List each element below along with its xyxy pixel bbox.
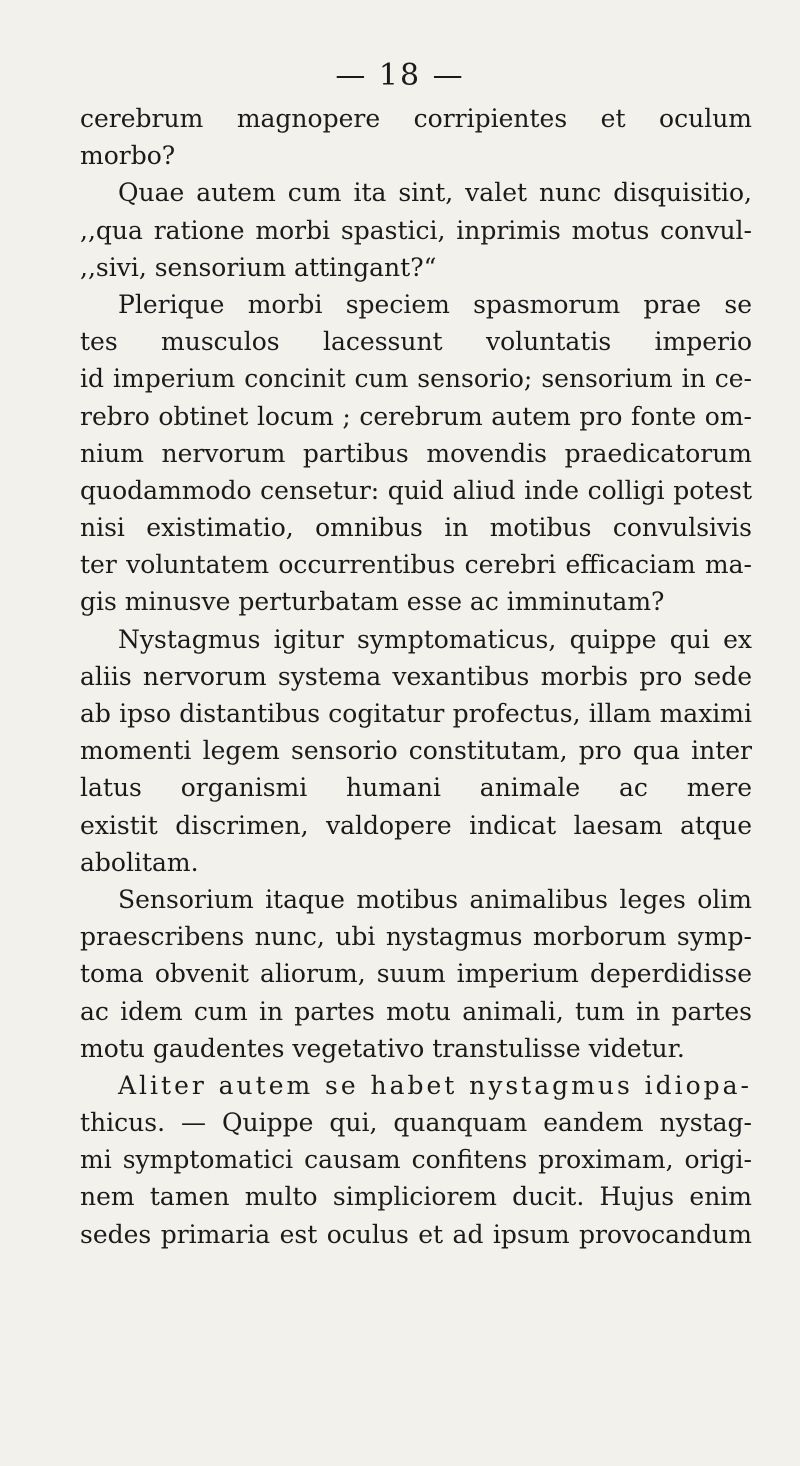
text-line: id imperium concinit cum sensorio; sensorium in ce- — [80, 364, 752, 394]
text-line: existit discrimen, valdopere indicat laesam atque — [80, 810, 752, 840]
text-line: morbo? — [80, 141, 176, 171]
text-line: abolitam. — [80, 847, 199, 877]
text-line: ,,qua ratione morbi spastici, inprimis motus convul- — [80, 215, 752, 245]
text-line: nisi existimatio, omnibus in motibus convulsivis — [80, 513, 752, 543]
text-line: Plerique morbi speciem spasmorum prae se — [118, 289, 752, 319]
text-line: latus organismi humani animale ac mere — [80, 773, 752, 803]
text-line: sedes primaria est oculus et ad ipsum provocandum — [80, 1219, 752, 1249]
text-line: praescribens nunc, ubi nystagmus morborum symp- — [80, 922, 752, 952]
text-line: Sensorium itaque motibus animalibus leges olim — [118, 884, 752, 914]
body-text — [80, 100, 752, 1253]
page-number: — 18 — — [335, 58, 465, 93]
text-line: mi symptomatici causam confitens proximam, origi- — [80, 1145, 752, 1175]
text-line: Nystagmus igitur symptomaticus, quippe qui ex — [118, 624, 752, 654]
text-line: momenti legem sensorio constitutam, pro qua inter — [80, 736, 752, 766]
text-line: ac idem cum in partes motu animali, tum in partes — [80, 996, 752, 1026]
text-line: motu gaudentes vegetativo transtulisse videtur. — [80, 1033, 685, 1063]
text-line: thicus. — Quippe qui, quanquam eandem nystag- — [80, 1108, 752, 1138]
text-line: quodammodo censetur: quid aliud inde colligi potest — [80, 475, 752, 505]
text-line: tes musculos lacessunt voluntatis imperio — [80, 327, 752, 357]
text-line: ab ipso distantibus cogitatur profectus, illam maximi — [80, 699, 752, 728]
text-line: gis minusve perturbatam esse ac imminutam? — [80, 587, 665, 617]
text-line: rebro obtinet locum ; cerebrum autem pro fonte om- — [80, 401, 752, 431]
text-line: nium nervorum partibus movendis praedicatorum — [80, 438, 752, 468]
text-line: Quae autem cum ita sint, valet nunc disquisitio, — [118, 178, 752, 208]
text-line: ter voluntatem occurrentibus cerebri efficaciam ma- — [80, 550, 752, 580]
text-line: toma obvenit aliorum, suum imperium deperdidisse — [80, 959, 752, 989]
text-line: nem tamen multo simpliciorem ducit. Hujus enim — [80, 1182, 752, 1212]
text-line: aliis nervorum systema vexantibus morbis pro sede — [80, 661, 752, 691]
text-line: Aliter autem se habet nystagmus idiopa- — [118, 1070, 752, 1100]
text-line: cerebrum magnopere corripientes et oculum — [80, 104, 752, 133]
text-line: ,,sivi, sensorium attingant?“ — [80, 252, 437, 282]
